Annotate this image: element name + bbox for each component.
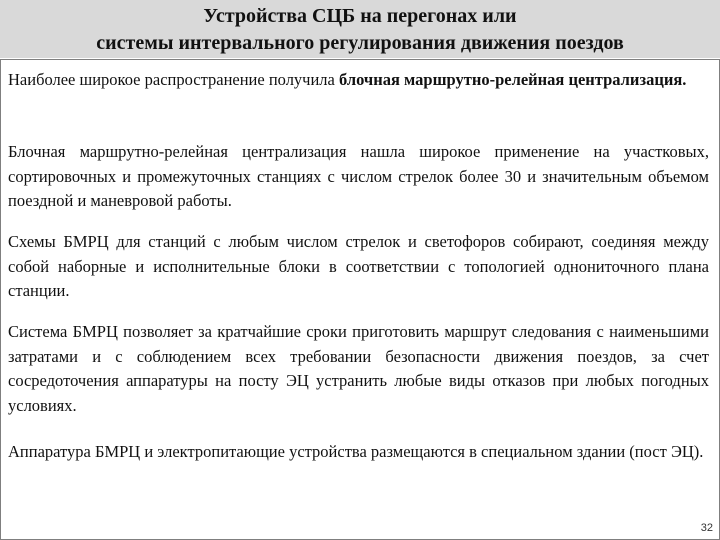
paragraph-schemes: Схемы БМРЦ для станций с любым числом стрелок и светофоров собирают, соединяя между собой наборные и исполнительные блоки в соответствии с топологией однониточного плана станции. [8, 232, 709, 300]
slide-title-line-2: системы интервального регулирования движения поездов [96, 32, 624, 54]
slide-title-line-1: Устройства СЦБ на перегонах или [203, 5, 517, 27]
paragraph-equipment: Аппаратура БМРЦ и электропитающие устройства размещаются в специальном здании (пост ЭЦ). [8, 442, 704, 461]
paragraph-intro-bold-term: блочная маршрутно-релейная централизация. [338, 70, 687, 89]
paragraph-intro [8, 68, 709, 93]
slide-title [0, 0, 720, 58]
paragraph-application: Блочная маршрутно-релейная централизация нашла широкое применение на участковых, сортировочных и промежуточных станциях с числом стрелок более 30 и значительным объемом поездной и маневровой работы. [8, 142, 709, 210]
page-number: 32 [700, 522, 713, 534]
paragraph-advantages: Система БМРЦ позволяет за кратчайшие сроки приготовить маршрут следования с наименьшими затратами и с соблюдением всех требовании безопасности движения поездов, за счет сосредоточения аппаратуры на посту ЭЦ устранить любые виды отказов при любых погодных условиях. [8, 322, 709, 415]
paragraph-intro-text: Наиболее широкое распространение получила [8, 70, 339, 89]
